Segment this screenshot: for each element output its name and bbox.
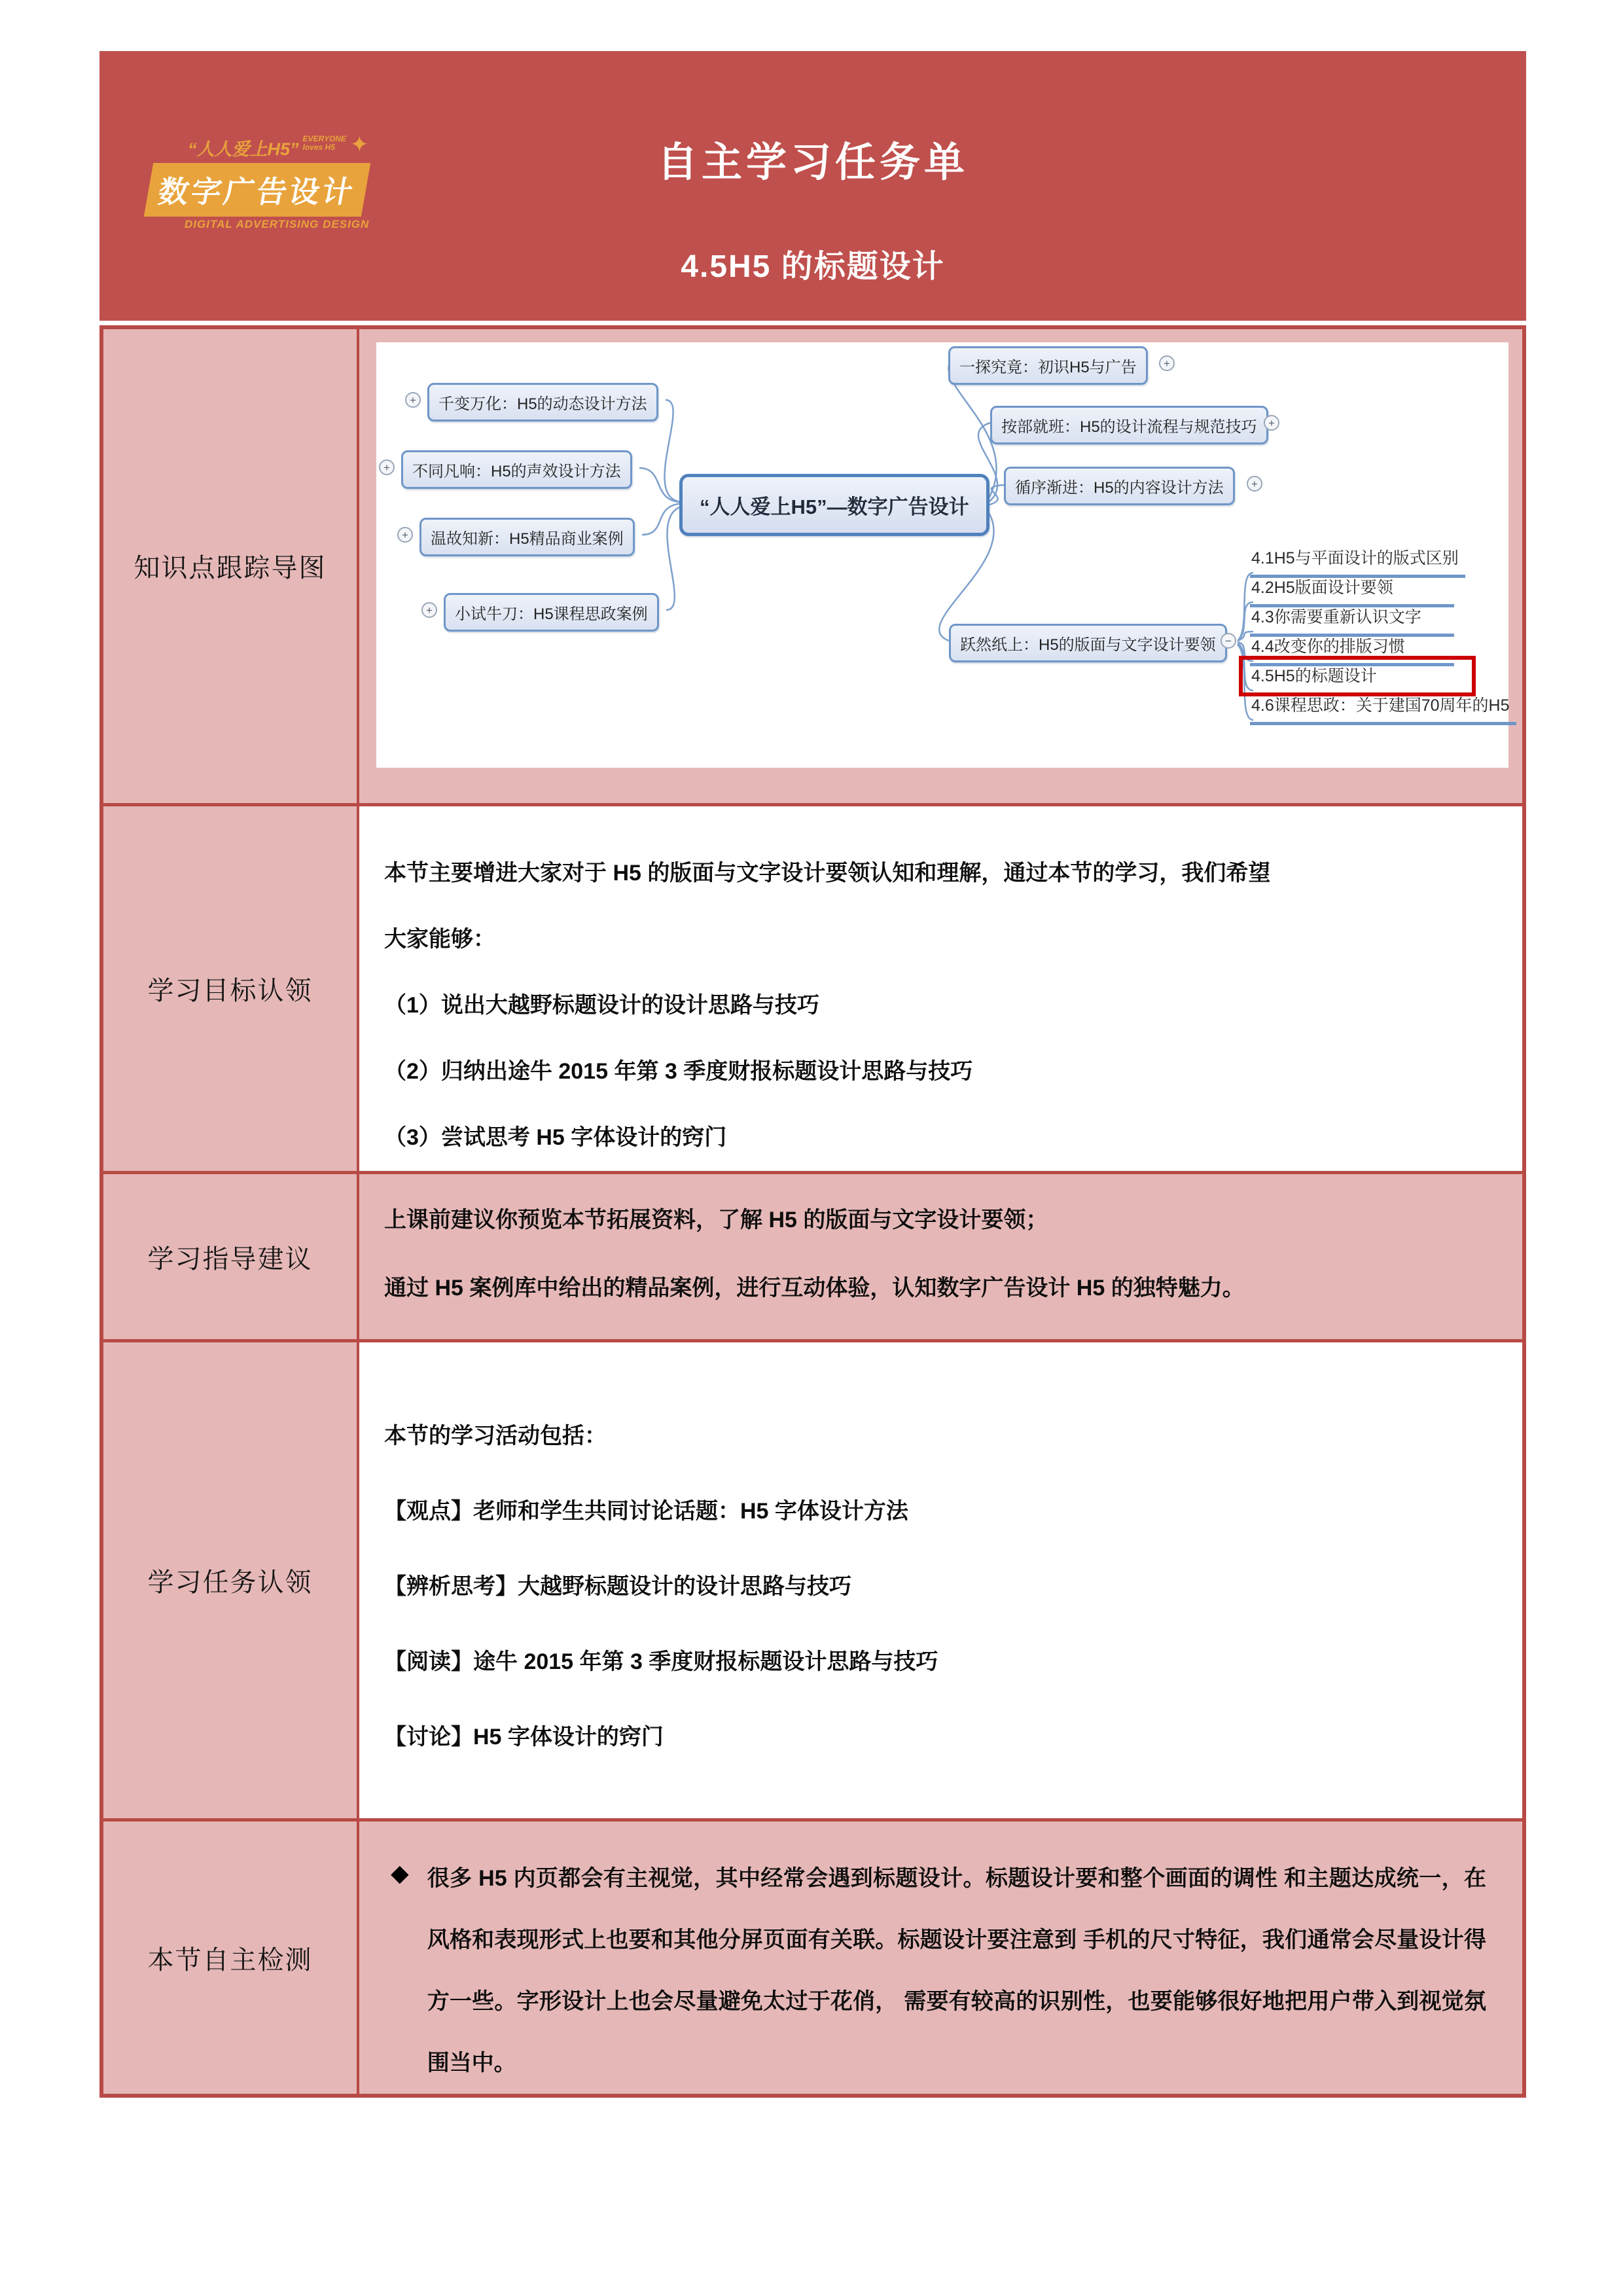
row-label-cell — [103, 806, 359, 1171]
logo-subtitle: DIGITAL ADVERTISING DESIGN — [185, 218, 370, 230]
row-label: 本节自主检测 — [147, 1945, 313, 1975]
mindmap-subtopic-4-3[interactable]: 4.3你需要重新认识文字 — [1250, 604, 1454, 637]
mindmap-subtopic-4-5-current[interactable]: 4.5H5的标题设计 — [1250, 663, 1454, 696]
mindmap-subtopic-4-6[interactable]: 4.6课程思政：关于建国70周年的H5 — [1250, 692, 1516, 725]
mindmap-node-layout-typography[interactable]: 跃然纸上：H5的版面与文字设计要领 — [949, 624, 1227, 662]
star-icon: ✦ — [349, 132, 369, 157]
mindmap-node-sound-design[interactable]: 不同凡响：H5的声效设计方法 — [401, 450, 632, 489]
page-subtitle: 4.5H5 的标题设计 — [681, 249, 945, 284]
row-label: 学习任务认领 — [147, 1568, 313, 1598]
goal-text-line: 本节主要增进大家对于 H5 的版面与文字设计要领认知和理解，通过本节的学习，我们希望 — [384, 860, 1271, 886]
row-knowledge-map — [103, 329, 1522, 806]
learning-tasks-cell — [359, 1342, 1522, 1818]
mindmap-node-ideology-cases[interactable]: 小试牛刀：H5课程思政案例 — [444, 593, 659, 632]
mindmap-root-label: “人人爱上H5”—数字广告设计 — [700, 495, 969, 518]
header-banner — [99, 51, 1526, 321]
row-label-cell — [103, 1342, 359, 1818]
expand-icon[interactable]: + — [379, 459, 395, 475]
mindmap-root-node[interactable] — [679, 474, 990, 536]
collapse-icon[interactable]: − — [1221, 633, 1236, 649]
mindmap-image — [376, 342, 1508, 768]
logo-tagline-en-line2: loves H5 — [302, 143, 335, 152]
guidance-line-1: 上课前建议你预览本节拓展资料，了解 H5 的版面与文字设计要领； — [384, 1207, 1048, 1232]
row-label-cell — [103, 1174, 359, 1340]
mindmap-subtopic-4-4[interactable]: 4.4改变你的排版习惯 — [1250, 634, 1454, 666]
mindmap-subtopic-4-2[interactable]: 4.2H5版面设计要领 — [1250, 575, 1454, 607]
self-check-paragraph: 很多 H5 内页都会有主视觉，其中经常会遇到标题设计。标题设计要和整个画面的调性 和主题达成统一，在风格和表现形式上也要和其他分屏页面有关联。标题设计要注意到 手机的尺寸特征，我们通常会尽量设计得方一些。字形设计上也会尽量避免太过于花俏， 需要有较高的识别性，也要能够很好地把用户带入到视觉氛围当中。 — [427, 1866, 1486, 2075]
expand-icon[interactable]: + — [397, 527, 413, 543]
expand-icon[interactable]: + — [405, 392, 421, 408]
guidance-line-2: 通过 H5 案例库中给出的精品案例，进行互动体验，认知数字广告设计 H5 的独特魅力。 — [384, 1275, 1245, 1300]
row-self-check — [103, 1821, 1522, 2094]
goal-item-3: （3）尝试思考 H5 字体设计的窍门 — [384, 1124, 727, 1150]
learning-goals-cell — [359, 806, 1522, 1171]
logo-wordmark: 数字广告设计 — [144, 163, 370, 217]
goal-item-2: （2）归纳出途牛 2015 年第 3 季度财报标题设计思路与技巧 — [384, 1058, 973, 1084]
mindmap-node-design-process[interactable]: 按部就班：H5的设计流程与规范技巧 — [990, 406, 1268, 444]
row-label-cell — [103, 1821, 359, 2094]
logo-tagline-cn: “人人爱上H5” — [188, 139, 299, 159]
mindmap-node-commercial-cases[interactable]: 温故知新：H5精品商业案例 — [419, 518, 635, 556]
task-intro-line: 本节的学习活动包括： — [384, 1424, 607, 1449]
highlight-box-current-topic — [1239, 656, 1476, 696]
knowledge-map-cell — [359, 329, 1522, 803]
diamond-bullet-icon: ◆ — [391, 1859, 409, 1886]
expand-icon[interactable]: + — [1264, 415, 1279, 431]
goal-text-line: 大家能够： — [384, 926, 495, 952]
task-item-reading: 【阅读】途牛 2015 年第 3 季度财报标题设计思路与技巧 — [384, 1649, 938, 1675]
logo-tagline-en-line1: EVERYONE — [302, 134, 346, 143]
row-label: 知识点跟踪导图 — [134, 554, 327, 583]
expand-icon[interactable]: + — [1247, 476, 1262, 492]
self-check-cell — [359, 1821, 1522, 2094]
task-item-viewpoint: 【观点】老师和学生共同讨论话题：H5 字体设计方法 — [384, 1499, 908, 1524]
mindmap-subtopic-4-1[interactable]: 4.1H5与平面设计的版式区别 — [1250, 545, 1465, 578]
expand-icon[interactable]: + — [421, 602, 437, 618]
row-label: 学习指导建议 — [147, 1244, 313, 1274]
task-item-analysis: 【辨析思考】大越野标题设计的设计思路与技巧 — [384, 1574, 851, 1600]
task-item-discussion: 【讨论】H5 字体设计的窍门 — [384, 1725, 664, 1750]
mindmap-node-dynamic-design[interactable]: 千变万化：H5的动态设计方法 — [427, 383, 658, 422]
page-title: 自主学习任务单 — [656, 140, 969, 185]
study-guidance-cell — [359, 1174, 1522, 1340]
mindmap-node-content-design[interactable]: 循序渐进：H5的内容设计方法 — [1004, 467, 1235, 505]
mindmap-node-intro-h5[interactable]: 一探究竟：初识H5与广告 — [948, 346, 1148, 385]
row-label: 学习目标认领 — [147, 976, 313, 1005]
goal-item-1: （1）说出大越野标题设计的设计思路与技巧 — [384, 992, 819, 1018]
row-label-cell — [103, 329, 359, 803]
row-learning-tasks — [103, 1342, 1522, 1821]
task-table — [99, 325, 1526, 2098]
row-learning-goals — [103, 806, 1522, 1174]
row-study-guidance — [103, 1174, 1522, 1343]
expand-icon[interactable]: + — [1159, 355, 1175, 371]
